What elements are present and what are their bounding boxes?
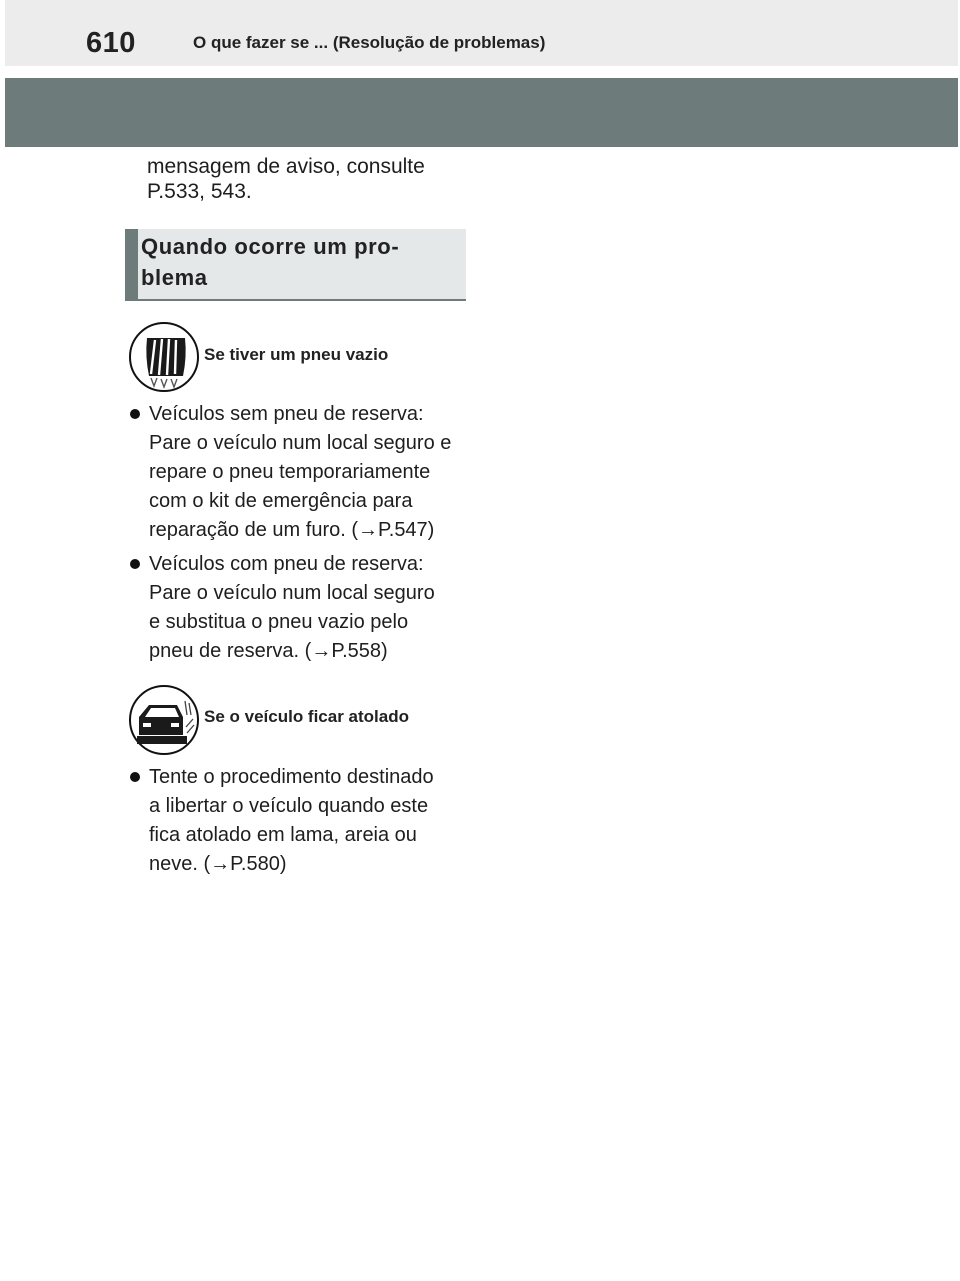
bullet-line: a libertar o veículo quando este bbox=[149, 795, 429, 817]
heading-line: Quando ocorre um pro- bbox=[141, 234, 400, 259]
bullet-text bbox=[149, 550, 474, 666]
bullet-line: repare o pneu temporariamente bbox=[149, 461, 431, 483]
continued-line: P.533, 543. bbox=[147, 180, 252, 203]
bullet-text bbox=[149, 763, 474, 879]
item-label-stuck-vehicle: Se o veículo ficar atolado bbox=[204, 707, 410, 726]
continued-text bbox=[147, 154, 425, 204]
bullet-line: fica atolado em lama, areia ou bbox=[149, 824, 417, 846]
bullet-line: com o kit de emergência para bbox=[149, 490, 413, 512]
section-band bbox=[5, 78, 958, 147]
section-heading bbox=[125, 229, 466, 301]
flat-tire-icon bbox=[129, 322, 199, 392]
bullet-line: Pare o veículo num local seguro e bbox=[149, 432, 452, 454]
bullet bbox=[130, 559, 140, 569]
section-heading-text bbox=[141, 231, 399, 293]
bullet-text bbox=[149, 400, 474, 545]
continued-line: mensagem de aviso, consulte bbox=[147, 155, 425, 178]
page-number: 610 bbox=[86, 27, 136, 59]
heading-line: blema bbox=[141, 265, 208, 290]
bullet-line: Veículos com pneu de reserva: bbox=[149, 553, 424, 575]
bullet bbox=[130, 772, 140, 782]
bullet-line: pneu de reserva. (→P.558) bbox=[149, 640, 388, 662]
item-label-flat-tire: Se tiver um pneu vazio bbox=[204, 345, 389, 364]
bullet-line: Tente o procedimento destinado bbox=[149, 766, 434, 788]
bullet-line: Pare o veículo num local seguro bbox=[149, 582, 435, 604]
bullet bbox=[130, 409, 140, 419]
bullet-line: neve. (→P.580) bbox=[149, 853, 287, 875]
running-title: O que fazer se ... (Resolução de problemas) bbox=[193, 33, 546, 52]
bullet-line: e substitua o pneu vazio pelo bbox=[149, 611, 409, 633]
stuck-vehicle-icon bbox=[129, 685, 199, 755]
bullet-line: Veículos sem pneu de reserva: bbox=[149, 403, 424, 425]
bullet-line: reparação de um furo. (→P.547) bbox=[149, 519, 435, 541]
